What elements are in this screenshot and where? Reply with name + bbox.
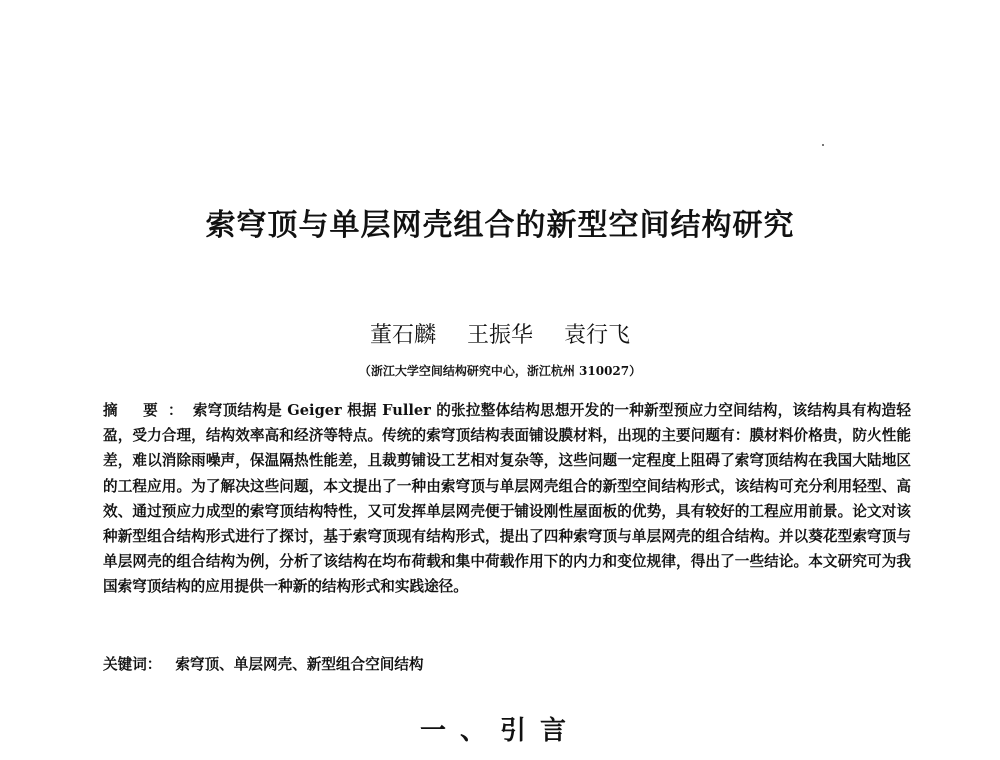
abstract [103,398,911,600]
author-name: 袁行飞 [564,323,631,348]
author-name: 董石麟 [369,323,436,348]
keywords [103,653,911,674]
scan-speck [822,144,824,146]
author-name: 王振华 [466,323,533,348]
author-list [0,318,1000,349]
abstract-text: 索穹顶结构是 Geiger 根据 Fuller 的张拉整体结构思想开发的一种新型预应力空间结构，该结构具有构造轻盈，受力合理，结构效率高和经济等特点。传统的索穹顶结构表面铺设膜材料，出现的主要问题有：膜材料价格贵，防火性能差，难以消除雨噪声，保温隔热性能差，且裁剪铺设工艺相对复杂等，这些问题一定程度上阻碍了索穹顶结构在我国大陆地区的工程应用。为了解决这些问题，本文提出了一种由索穹顶与单层网壳组合的新型空间结构形式，该结构可充分利用轻型、高效、通过预应力成型的索穹顶结构特性，又可发挥单层网壳便于铺设刚性屋面板的优势，具有较好的工程应用前景。论文对该种新型组合结构形式进行了探讨，基于索穹顶现有结构形式，提出了四种索穹顶与单层网壳的组合结构。并以葵花型索穹顶与单层网壳的组合结构为例，分析了该结构在均布荷载和集中荷载作用下的内力和变位规律，得出了一些结论。本文研究可为我国索穹顶结构的应用提供一种新的结构形式和实践途径。 [103,402,911,596]
section-heading-introduction: 一、引言 [419,716,580,746]
keywords-text: 索穹顶、单层网壳、新型组合空间结构 [175,656,424,673]
keywords-label: 关键词： [103,656,162,673]
abstract-label: 摘 要： [103,402,193,419]
author-affiliation: （浙江大学空间结构研究中心，浙江杭州 310027） [358,364,642,378]
paper-title: 索穹顶与单层网壳组合的新型空间结构研究 [205,208,795,243]
